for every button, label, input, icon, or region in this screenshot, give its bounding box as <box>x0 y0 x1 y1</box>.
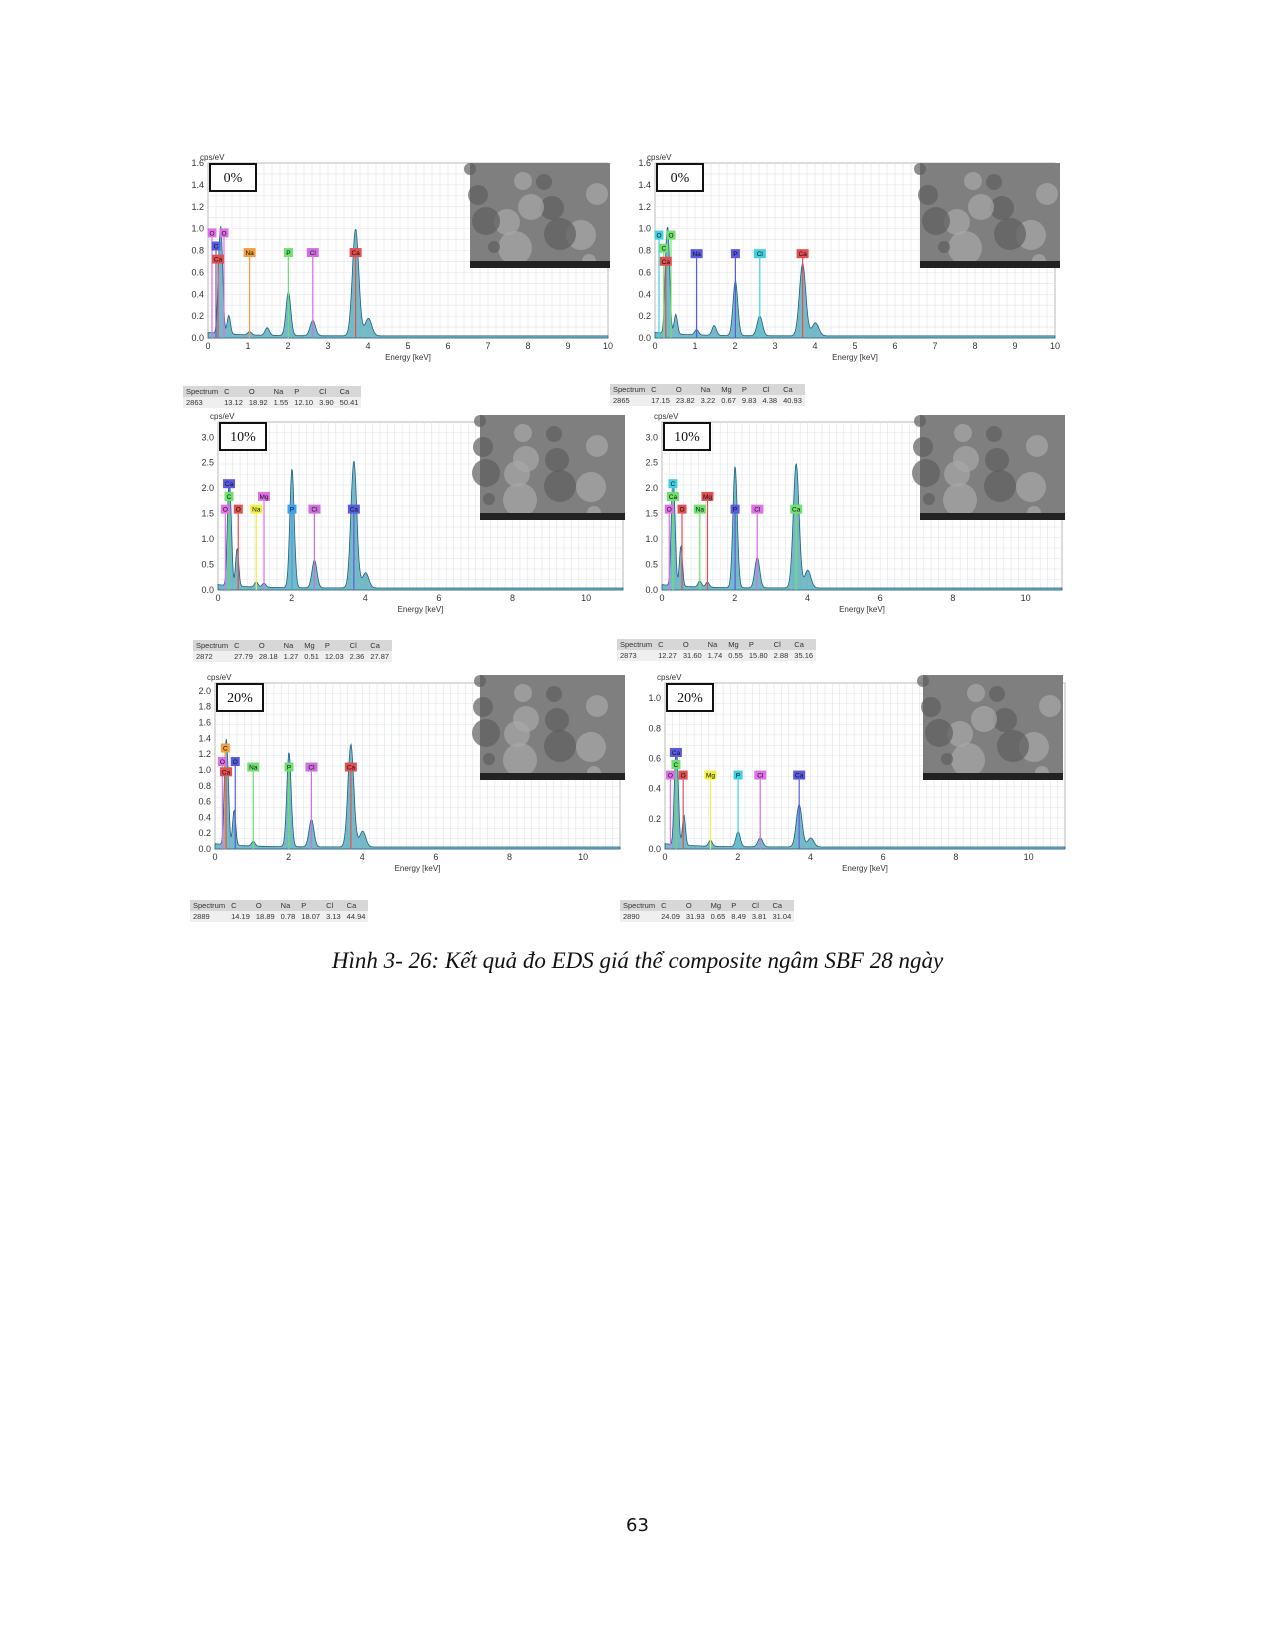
element-label: O <box>222 506 228 514</box>
table-header-cell: Cl <box>760 384 781 395</box>
element-label: O <box>219 759 225 766</box>
table-header-cell: O <box>680 639 705 650</box>
y-tick-label: 2.5 <box>201 457 214 468</box>
y-tick-label: 0.8 <box>191 245 204 256</box>
table-value-cell: 3.13 <box>323 911 344 922</box>
x-tick-label: 1 <box>245 341 251 351</box>
table-header-cell: Cl <box>749 900 770 911</box>
element-label: Cl <box>309 250 316 258</box>
y-tick-label: 0.6 <box>638 267 651 278</box>
table-value-cell: 2863 <box>183 397 221 408</box>
element-label: O <box>679 506 685 514</box>
table-value-cell: 24.09 <box>658 911 683 922</box>
table-value-cell: 3.22 <box>698 395 719 406</box>
table-header-cell: Spectrum <box>617 639 655 650</box>
element-label: C <box>673 762 679 770</box>
panel-label: 20% <box>677 691 703 706</box>
x-axis-label: Energy [keV] <box>385 353 431 362</box>
y-tick-label: 0.2 <box>191 311 204 322</box>
table-header-cell: P <box>728 900 749 911</box>
y-tick-label: 1.0 <box>645 534 658 545</box>
table-header-cell: Na <box>278 900 299 911</box>
table-header-cell: Cl <box>323 900 344 911</box>
y-tick-label: 1.6 <box>198 717 211 728</box>
x-tick-label: 4 <box>362 593 368 603</box>
sem-texture <box>997 730 1029 762</box>
table-header-cell: Ca <box>337 386 362 397</box>
table-value-cell: 8.49 <box>728 911 749 922</box>
element-label: P <box>286 764 292 772</box>
table-value-cell: 17.15 <box>648 395 673 406</box>
element-label: O <box>667 772 673 780</box>
y-tick-label: 3.0 <box>201 432 214 443</box>
table-value-cell: 18.89 <box>253 911 278 922</box>
x-tick-label: 8 <box>953 852 959 862</box>
x-tick-label: 0 <box>659 593 665 603</box>
x-tick-label: 0 <box>652 341 658 351</box>
table-value-cell: 2872 <box>193 651 231 662</box>
element-label: Ca <box>661 258 670 266</box>
table-value-cell: 0.78 <box>278 911 299 922</box>
table-header-cell: O <box>683 900 708 911</box>
panel-label: 0% <box>223 171 243 186</box>
y-tick-label: 0.0 <box>638 333 651 343</box>
element-label: Ca <box>221 769 231 777</box>
table-value-cell: 35.16 <box>791 650 816 661</box>
element-label: C <box>661 245 667 253</box>
x-tick-label: 9 <box>565 341 571 351</box>
y-tick-label: 1.6 <box>191 158 204 168</box>
table-value-cell: 12.27 <box>655 650 680 661</box>
table-header-cell: Spectrum <box>183 386 221 397</box>
x-tick-label: 2 <box>285 341 291 351</box>
y-tick-label: 0.0 <box>191 333 204 343</box>
sem-texture <box>917 675 929 687</box>
table-header-cell: Mg <box>725 639 746 650</box>
y-tick-label: 0.4 <box>191 289 204 300</box>
y-tick-label: 0.6 <box>191 267 204 278</box>
sem-texture <box>1039 695 1061 717</box>
element-label: Ca <box>346 764 356 772</box>
element-label: Na <box>249 764 258 772</box>
y-tick-label: 0.0 <box>645 585 658 595</box>
y-axis-label: cps/eV <box>207 673 232 682</box>
y-tick-label: 1.0 <box>191 223 204 234</box>
table-value-cell: 28.18 <box>256 651 281 662</box>
x-tick-label: 10 <box>1020 593 1031 603</box>
table-value-cell: 12.10 <box>291 397 316 408</box>
y-tick-label: 0.2 <box>638 311 651 322</box>
element-label: O <box>232 759 238 766</box>
table-header-cell: C <box>658 900 683 911</box>
y-tick-label: 0.8 <box>198 780 211 791</box>
x-axis-label: Energy [keV] <box>832 353 878 362</box>
table-header-cell: Spectrum <box>193 640 231 651</box>
element-label: P <box>735 772 741 780</box>
table-header-cell: P <box>291 386 316 397</box>
table-value-cell: 40.93 <box>780 395 805 406</box>
element-label: Ca <box>668 493 678 501</box>
sem-texture <box>967 684 985 702</box>
element-label: O <box>235 506 241 514</box>
table-header-cell: Ca <box>770 900 795 911</box>
table-header-cell: Spectrum <box>610 384 648 395</box>
y-axis-label: cps/eV <box>210 412 235 421</box>
element-label: Ca <box>349 506 359 514</box>
table-value-cell: 3.81 <box>749 911 770 922</box>
y-tick-label: 0.5 <box>645 559 658 570</box>
table-header-cell: C <box>231 640 256 651</box>
element-label: P <box>732 506 738 514</box>
y-tick-label: 1.0 <box>198 764 211 775</box>
element-label: Cl <box>754 506 761 514</box>
element-label: Ca <box>795 772 804 780</box>
table-header-cell: O <box>673 384 698 395</box>
panel-label: 20% <box>227 691 253 706</box>
x-tick-label: 10 <box>581 593 592 603</box>
table-header-cell: Na <box>705 639 726 650</box>
y-tick-label: 1.2 <box>638 201 651 212</box>
table-header-cell: Ca <box>780 384 805 395</box>
element-label: Mg <box>705 772 715 780</box>
x-tick-label: 6 <box>436 593 442 603</box>
y-tick-label: 0.8 <box>638 245 651 256</box>
table-header-cell: O <box>246 386 271 397</box>
y-tick-label: 3.0 <box>645 432 658 443</box>
y-tick-label: 0.4 <box>638 289 651 300</box>
table-value-cell: 1.27 <box>281 651 302 662</box>
element-label: Na <box>692 251 701 259</box>
x-tick-label: 7 <box>485 341 491 351</box>
y-tick-label: 1.4 <box>198 733 211 744</box>
x-tick-label: 10 <box>578 852 589 862</box>
x-tick-label: 5 <box>852 341 858 351</box>
x-tick-label: 6 <box>433 852 439 862</box>
x-tick-label: 7 <box>932 341 938 351</box>
table-header-cell: C <box>648 384 673 395</box>
table-header-cell: P <box>739 384 760 395</box>
x-tick-label: 4 <box>359 852 365 862</box>
x-tick-label: 0 <box>205 341 211 351</box>
table-header-cell: O <box>253 900 278 911</box>
x-tick-label: 8 <box>950 593 956 603</box>
x-tick-label: 10 <box>1023 852 1034 862</box>
table-value-cell: 31.60 <box>680 650 705 661</box>
sem-scale-bar <box>923 773 1063 780</box>
element-label: Na <box>245 250 254 258</box>
x-tick-label: 6 <box>892 341 898 351</box>
element-label: O <box>656 232 662 240</box>
element-label: O <box>680 772 686 780</box>
x-tick-label: 8 <box>510 593 516 603</box>
table-header-cell: Cl <box>771 639 792 650</box>
table-value-cell: 27.87 <box>367 651 392 662</box>
table-value-cell: 2865 <box>610 395 648 406</box>
panel-label: 0% <box>670 171 690 186</box>
table-value-cell: 0.51 <box>301 651 322 662</box>
element-label: Ca <box>792 506 801 514</box>
y-tick-label: 2.0 <box>201 483 214 494</box>
table-header-cell: Spectrum <box>190 900 228 911</box>
y-tick-label: 0.6 <box>198 796 211 807</box>
table-value-cell: 12.03 <box>322 651 347 662</box>
table-value-cell: 3.90 <box>316 397 337 408</box>
y-tick-label: 1.5 <box>201 508 214 519</box>
table-value-cell: 31.93 <box>683 911 708 922</box>
table-value-cell: 2.36 <box>347 651 368 662</box>
y-tick-label: 1.2 <box>198 749 211 760</box>
table-value-cell: 1.55 <box>271 397 292 408</box>
x-tick-label: 0 <box>215 593 221 603</box>
element-label: O <box>221 230 227 238</box>
page-number: 63 <box>626 1515 649 1536</box>
table-value-cell: 9.83 <box>739 395 760 406</box>
x-axis-label: Energy [keV] <box>397 605 444 614</box>
table-value-cell: 1.74 <box>705 650 726 661</box>
table-value-cell: 14.19 <box>228 911 253 922</box>
sem-texture <box>989 686 1005 702</box>
x-tick-label: 8 <box>525 341 531 351</box>
element-label: P <box>289 506 295 514</box>
sem-texture <box>951 743 985 777</box>
x-tick-label: 2 <box>289 593 295 603</box>
table-header-cell: Spectrum <box>620 900 658 911</box>
y-tick-label: 1.0 <box>648 693 661 704</box>
table-value-cell: 13.12 <box>221 397 246 408</box>
table-header-cell: C <box>221 386 246 397</box>
x-tick-label: 9 <box>1012 341 1018 351</box>
y-tick-label: 1.4 <box>638 179 651 190</box>
y-tick-label: 1.2 <box>191 201 204 212</box>
x-tick-label: 10 <box>1049 341 1061 351</box>
table-header-cell: Na <box>698 384 719 395</box>
element-label: Cl <box>756 251 763 259</box>
table-header-cell: O <box>256 640 281 651</box>
table-value-cell: 2873 <box>617 650 655 661</box>
x-tick-label: 4 <box>807 852 813 862</box>
y-tick-label: 0.8 <box>648 723 661 734</box>
x-tick-label: 0 <box>212 852 218 862</box>
table-header-cell: Mg <box>301 640 322 651</box>
table-header-cell: Cl <box>316 386 337 397</box>
sem-texture <box>921 697 941 717</box>
element-label: Ca <box>671 749 681 757</box>
table-value-cell: 44.94 <box>344 911 369 922</box>
element-label: Mg <box>702 493 712 501</box>
x-tick-label: 2 <box>732 593 738 603</box>
table-value-cell: 27.79 <box>231 651 256 662</box>
y-tick-label: 0.2 <box>648 813 661 824</box>
y-tick-label: 2.0 <box>198 685 211 696</box>
y-tick-label: 1.0 <box>201 534 214 545</box>
table-header-cell: Mg <box>718 384 739 395</box>
table-value-cell: 0.55 <box>725 650 746 661</box>
y-axis-label: cps/eV <box>657 673 682 682</box>
x-tick-label: 3 <box>325 341 331 351</box>
table-value-cell: 31.04 <box>770 911 795 922</box>
element-label: P <box>286 250 291 258</box>
x-tick-label: 4 <box>804 593 810 603</box>
element-label: C <box>226 493 232 501</box>
y-axis-label: cps/eV <box>647 153 672 162</box>
y-tick-label: 1.5 <box>645 508 658 519</box>
element-label: Cl <box>308 764 315 772</box>
x-tick-label: 4 <box>812 341 818 351</box>
x-axis-label: Energy [keV] <box>394 864 441 873</box>
table-value-cell: 4.38 <box>760 395 781 406</box>
y-tick-label: 0.4 <box>648 783 661 794</box>
y-tick-label: 0.0 <box>648 844 661 854</box>
table-value-cell: 18.92 <box>246 397 271 408</box>
table-header-cell: C <box>228 900 253 911</box>
element-label: Cl <box>757 772 764 780</box>
x-axis-label: Energy [keV] <box>842 864 888 873</box>
table-value-cell: 2889 <box>190 911 228 922</box>
element-label: Ca <box>798 251 807 259</box>
table-header-cell: Cl <box>347 640 368 651</box>
table-value-cell: 50.41 <box>337 397 362 408</box>
panel-label: 10% <box>230 430 256 445</box>
y-tick-label: 0.0 <box>201 585 214 595</box>
x-tick-label: 10 <box>602 341 614 351</box>
x-tick-label: 6 <box>445 341 451 351</box>
element-label: Ca <box>224 481 234 489</box>
table-header-cell: Na <box>281 640 302 651</box>
table-header-cell: Ca <box>791 639 816 650</box>
table-value-cell: 18.07 <box>298 911 323 922</box>
table-header-cell: P <box>746 639 771 650</box>
y-tick-label: 1.6 <box>638 158 651 168</box>
x-tick-label: 2 <box>286 852 292 862</box>
table-header-cell: C <box>655 639 680 650</box>
x-tick-label: 1 <box>692 341 698 351</box>
panel-label: 10% <box>674 430 700 445</box>
table-header-cell: Ca <box>344 900 369 911</box>
x-tick-label: 2 <box>732 341 738 351</box>
x-axis-label: Energy [keV] <box>839 605 885 614</box>
x-tick-label: 6 <box>877 593 883 603</box>
table-value-cell: 2.88 <box>771 650 792 661</box>
y-tick-label: 1.0 <box>638 223 651 234</box>
x-tick-label: 6 <box>880 852 886 862</box>
x-tick-label: 5 <box>405 341 411 351</box>
element-label: Ca <box>213 256 223 264</box>
element-label: C <box>670 481 676 489</box>
element-label: Na <box>252 506 261 514</box>
table-value-cell: 0.65 <box>708 911 729 922</box>
y-tick-label: 0.5 <box>201 559 214 570</box>
sem-texture <box>925 719 953 747</box>
figure-caption: Hình 3- 26: Kết quả đo EDS giá thể composite ngâm SBF 28 ngày <box>331 948 944 973</box>
x-tick-label: 0 <box>662 852 668 862</box>
table-header-cell: Na <box>271 386 292 397</box>
x-tick-label: 2 <box>735 852 741 862</box>
table-value-cell: 15.80 <box>746 650 771 661</box>
y-tick-label: 0.0 <box>198 844 211 854</box>
element-label: C <box>222 745 228 753</box>
sem-texture <box>941 753 953 765</box>
y-tick-label: 0.2 <box>198 828 211 839</box>
x-tick-label: 8 <box>507 852 513 862</box>
x-tick-label: 3 <box>772 341 778 351</box>
table-header-cell: P <box>298 900 323 911</box>
y-tick-label: 1.8 <box>198 701 211 712</box>
element-label: O <box>666 506 672 514</box>
y-axis-label: cps/eV <box>200 153 225 162</box>
table-value-cell: 2890 <box>620 911 658 922</box>
y-tick-label: 0.6 <box>648 753 661 764</box>
element-label: Ca <box>351 250 360 258</box>
x-tick-label: 8 <box>972 341 978 351</box>
table-header-cell: Ca <box>367 640 392 651</box>
y-tick-label: 2.0 <box>645 483 658 494</box>
y-tick-label: 1.4 <box>191 179 204 190</box>
y-tick-label: 0.4 <box>198 812 211 823</box>
y-axis-label: cps/eV <box>654 412 679 421</box>
element-label: O <box>668 232 674 240</box>
table-value-cell: 23.82 <box>673 395 698 406</box>
element-label: Cl <box>311 506 318 514</box>
table-header-cell: P <box>322 640 347 651</box>
table-value-cell: 0.67 <box>718 395 739 406</box>
x-tick-label: 4 <box>365 341 371 351</box>
y-tick-label: 2.5 <box>645 457 658 468</box>
sem-texture <box>971 706 997 732</box>
composition-table <box>620 900 794 922</box>
element-label: O <box>209 230 215 238</box>
element-label: Na <box>695 506 704 514</box>
element-label: Mg <box>259 493 269 501</box>
element-label: C <box>213 243 219 251</box>
element-label: P <box>733 251 738 259</box>
table-header-cell: Mg <box>708 900 729 911</box>
